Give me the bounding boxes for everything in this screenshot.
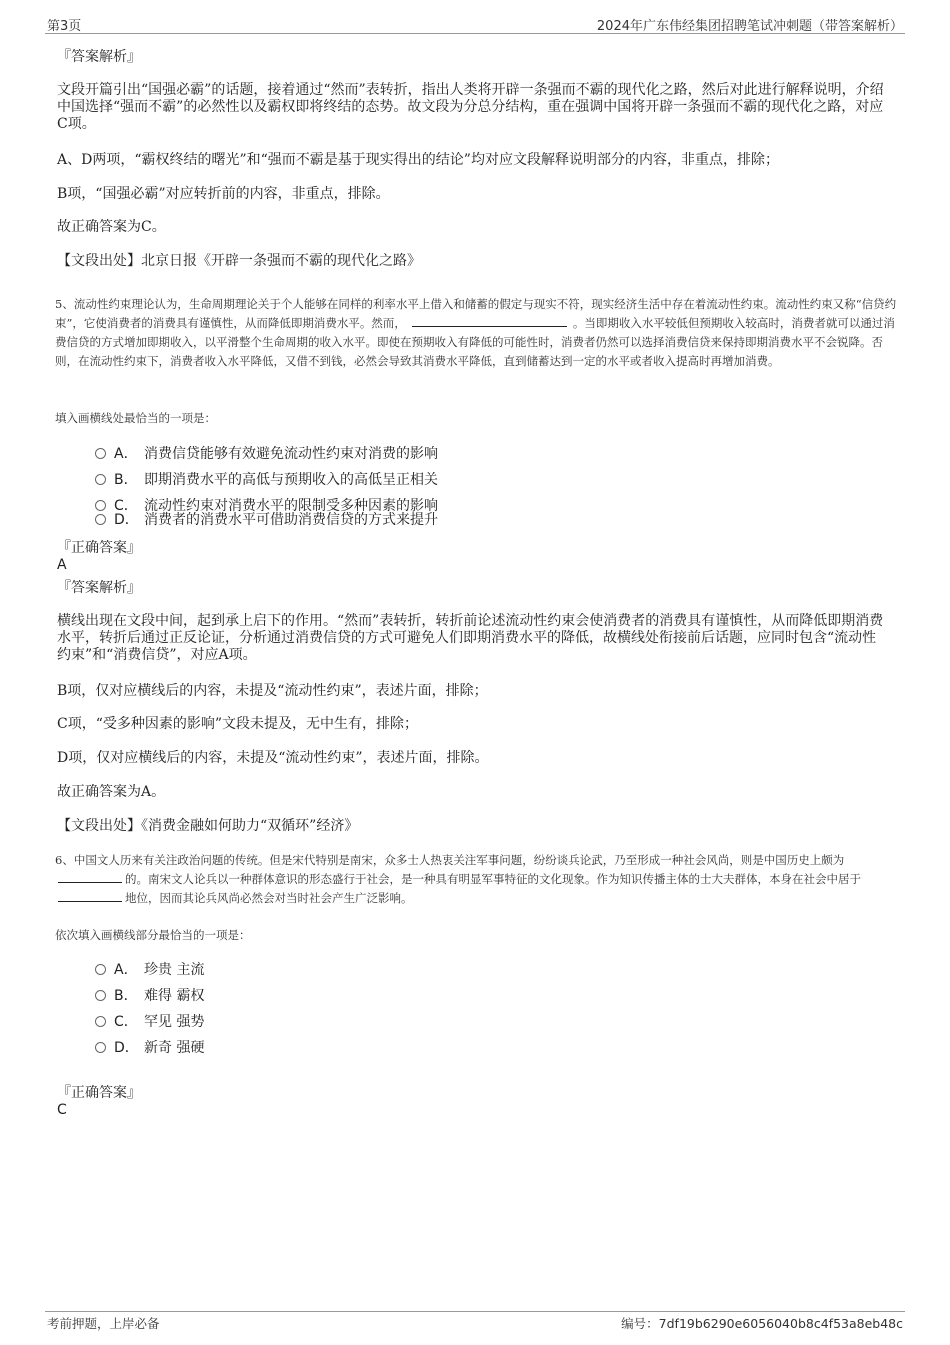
q6-stem-part1: 6、中国文人历来有关注政治问题的传统。但是宋代特别是南宋，众多士人热衷关注军事问题，纷纷谈兵论武，乃至形成一种社会风尚，则是中国历史上颇为	[55, 853, 845, 867]
q5-correct-tag: 『正确答案』	[57, 540, 141, 556]
footer-code-value: 7df19b6290e6056040b8c4f53a8eb48c	[658, 1316, 903, 1331]
q4-analysis-para1: 文段开篇引出“国强必霸”的话题，接着通过“然而”表转折，指出人类将开辟一条强而不霸的现代化之路，然后对此进行解释说明，介绍中国选择“强而不霸”的必然性以及霸权即将终结的态势。故文段为分总分结构，重在强调中国将开辟一条强而不霸的现代化之路，对应C项。	[57, 82, 884, 132]
q6-blank-2	[58, 889, 122, 902]
q6-option-d[interactable]	[95, 1040, 204, 1057]
radio-icon[interactable]	[95, 474, 106, 485]
q6-option-b[interactable]	[95, 988, 204, 1005]
q6-prompt: 依次填入画横线部分最恰当的一项是：	[55, 928, 251, 942]
option-letter: D．	[114, 1040, 139, 1056]
q4-analysis-tag: 『答案解析』	[57, 49, 141, 65]
q5-blank	[412, 314, 567, 327]
radio-icon[interactable]	[95, 964, 106, 975]
q5-stem-part1: 5、流动性约束理论认为，生命周期理论关于个人能够在同样的利率水平上借入和储蓄的假定与现实不符，现实经济生活中存在着流动性约束。流动性约束又称“信贷约束”，它使消费者的消费具有谨慎性，从而降低即期消费水平。然而，	[55, 297, 897, 330]
q5-stem-part2: 。当即期收入水平较低但预期收入较高时，消费者就可以通过消费信贷的方式增加即期收入，以平滑整个生命周期的收入水平。即使在预期收入有降低的可能性时，消费者仍然可以选择消费信贷来保持即期消费水平不会锐降。否则，在流动性约束下，消费者收入水平降低，又借不到钱，必然会导致其消费水平降低，直到储蓄达到一定的水平或者收入提高时再增加消费。	[55, 316, 895, 368]
q5-analysis-para4: D项，仅对应横线后的内容，未提及“流动性约束”，表述片面，排除。	[57, 750, 489, 766]
q4-source: 【文段出处】北京日报《开辟一条强而不霸的现代化之路》	[57, 253, 421, 269]
option-text: 难得 霸权	[144, 988, 205, 1004]
q5-stem	[55, 295, 900, 371]
q4-analysis-para4: 故正确答案为C。	[57, 219, 166, 235]
option-text: 珍贵 主流	[144, 962, 205, 978]
q5-source: 【文段出处】《消费金融如何助力“双循环”经济》	[57, 818, 359, 834]
header-divider	[45, 33, 905, 34]
option-text: 消费信贷能够有效避免流动性约束对消费的影响	[144, 446, 438, 462]
document-title: 2024年广东伟经集团招聘笔试冲刺题（带答案解析）	[596, 19, 903, 34]
q5-analysis-para5: 故正确答案为A。	[57, 784, 166, 800]
option-letter: D．	[114, 512, 139, 528]
page-number: 第3页	[47, 19, 82, 34]
q6-stem-part2: 的。南宋文人论兵以一种群体意识的形态盛行于社会，是一种具有明显军事特征的文化现象。作为知识传播主体的士大夫群体，本身在社会中居于	[125, 872, 861, 886]
q4-analysis-para2: A、D两项，“霸权终结的曙光”和“强而不霸是基于现实得出的结论”均对应文段解释说明部分的内容，非重点，排除；	[57, 152, 779, 168]
q5-analysis-para1: 横线出现在文段中间，起到承上启下的作用。“然而”表转折，转折前论述流动性约束会使消费者的消费具有谨慎性，从而降低即期消费水平，转折后通过正反论证，分析通过消费信贷的方式可避免人们即期消费水平的降低，故横线处衔接前后话题，应同时包含“流动性约束”和“消费信贷”，对应A项。	[57, 613, 884, 663]
footer-code	[621, 1314, 903, 1332]
q6-stem	[55, 851, 900, 908]
q5-analysis-tag: 『答案解析』	[57, 580, 141, 596]
q5-analysis-para3: C项，“受多种因素的影响”文段未提及，无中生有，排除；	[57, 716, 419, 732]
footer-divider	[45, 1311, 905, 1312]
q5-option-b[interactable]	[95, 472, 438, 489]
option-text: 消费者的消费水平可借助消费信贷的方式来提升	[144, 512, 438, 528]
q5-option-d[interactable]	[95, 512, 438, 529]
page-header	[0, 0, 950, 34]
q4-analysis-para3: B项，“国强必霸”对应转折前的内容，非重点，排除。	[57, 186, 390, 202]
q5-analysis-para2: B项，仅对应横线后的内容，未提及“流动性约束”，表述片面，排除；	[57, 683, 488, 699]
radio-icon[interactable]	[95, 448, 106, 459]
option-letter: A．	[114, 962, 138, 978]
option-text: 新奇 强硬	[144, 1040, 205, 1056]
option-letter: B．	[114, 988, 138, 1004]
option-letter: A．	[114, 446, 138, 462]
option-text: 流动性约束对消费水平的限制受多种因素的影响	[144, 498, 438, 514]
footer-code-label: 编号：	[621, 1316, 659, 1331]
q6-option-a[interactable]	[95, 962, 204, 979]
q5-prompt: 填入画横线处最恰当的一项是：	[55, 411, 216, 425]
radio-icon[interactable]	[95, 500, 106, 511]
option-letter: B．	[114, 472, 138, 488]
q5-option-a[interactable]	[95, 446, 438, 463]
footer-slogan: 考前押题，上岸必备	[47, 1316, 160, 1331]
radio-icon[interactable]	[95, 1016, 106, 1027]
q5-correct-answer: A	[57, 557, 67, 573]
option-text: 即期消费水平的高低与预期收入的高低呈正相关	[144, 472, 438, 488]
q6-correct-answer: C	[57, 1102, 67, 1118]
option-text: 罕见 强势	[144, 1014, 205, 1030]
q6-option-c[interactable]	[95, 1014, 204, 1031]
radio-icon[interactable]	[95, 514, 106, 525]
q6-stem-part3: 地位，因而其论兵风尚必然会对当时社会产生广泛影响。	[125, 891, 413, 905]
option-letter: C．	[114, 1014, 138, 1030]
option-letter: C．	[114, 498, 138, 514]
q6-blank-1	[58, 870, 122, 883]
radio-icon[interactable]	[95, 1042, 106, 1053]
q6-correct-tag: 『正确答案』	[57, 1085, 141, 1101]
radio-icon[interactable]	[95, 990, 106, 1001]
